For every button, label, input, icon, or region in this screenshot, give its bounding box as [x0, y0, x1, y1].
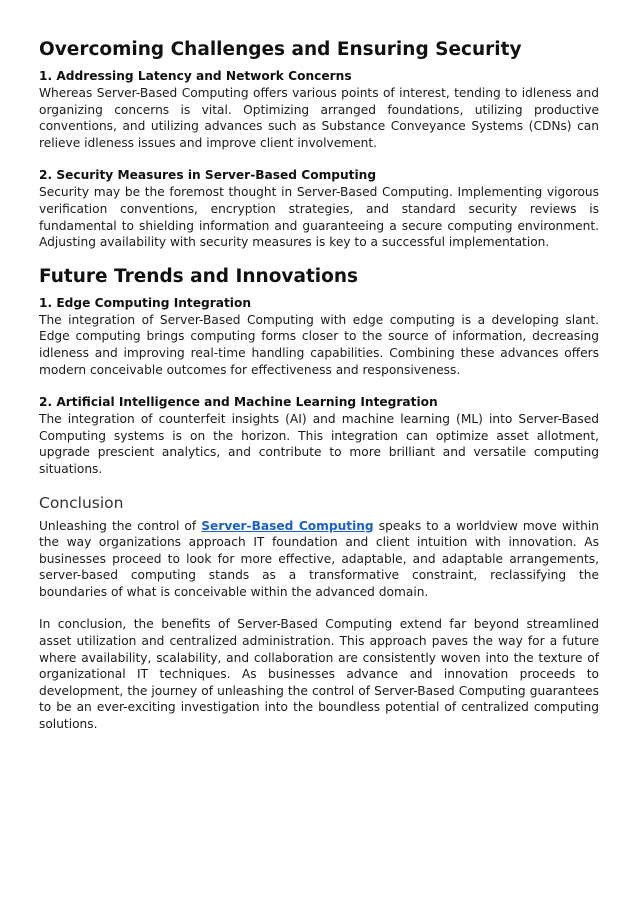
subsection-ai-ml: [39, 394, 599, 477]
subsection-body-latency: Whereas Server-Based Computing offers various points of interest, tending to idleness and organizing concerns is vital. Optimizing arranged foundations, utilizing productive conventions, and utilizing advances such as Substance Conveyance Systems (CDNs) can relieve idleness issues and improve client involvement.: [39, 86, 599, 150]
conclusion-text-1-start: Unleashing the control of: [39, 518, 202, 533]
subsection-latency: [39, 68, 599, 151]
subsection-heading-security: 2. Security Measures in Server-Based Computing: [39, 168, 377, 183]
section-title-conclusion: Conclusion: [39, 493, 124, 512]
section-title-future-trends: Future Trends and Innovations: [39, 265, 359, 287]
conclusion-paragraph-1: [39, 518, 599, 601]
subsection-body-ai-ml: The integration of counterfeit insights (AI) and machine learning (ML) into Server-Based Computing systems is on the horizon. This integration can optimize asset allotment, upgrade prescient analytics, and contribute to more brilliant and versatile computing situations.: [39, 412, 599, 476]
conclusion-text-1-end: speaks to a worldview move within the way organizations approach IT foundation and client intuition with innovation. As businesses proceed to look for more effective, adaptable, and adaptable arrangements, server-based computing stands as a transformative constraint, reclassifying the boundaries of what is conceivable within the advanced domain.: [39, 518, 599, 599]
subsection-heading-edge-computing: 1. Edge Computing Integration: [39, 295, 252, 310]
server-based-computing-link[interactable]: Server-Based Computing: [201, 518, 374, 533]
conclusion-text-1: [39, 518, 599, 601]
subsection-body-security: Security may be the foremost thought in Server-Based Computing. Implementing vigorous verification conventions, encryption strategies, and standard security reviews is fundamental to shielding information and guaranteeing a secure computing environment. Adjusting availability with security measures is key to a successful implementation.: [39, 185, 599, 250]
section-title-challenges: Overcoming Challenges and Ensuring Security: [39, 39, 522, 60]
conclusion-text-2: In conclusion, the benefits of Server-Based Computing extend far beyond streamlined asset utilization and centralized administration. This approach paves the way for a future where availability, scalability, and collaboration are consistently woven into the texture of organizational IT techniques. As businesses advance and innovation proceeds to development, the journey of unleashing the control of Server-Based Computing guarantees to be an ever-exciting investigation into the boundless potential of centralized computing solutions.: [39, 617, 599, 732]
conclusion-paragraph-2: [39, 616, 599, 732]
subsection-heading-latency: 1. Addressing Latency and Network Concerns: [39, 69, 352, 83]
subsection-heading-ai-ml: 2. Artificial Intelligence and Machine Learning Integration: [39, 395, 438, 410]
subsection-security: [39, 167, 599, 250]
subsection-body-edge-computing: The integration of Server-Based Computing with edge computing is a developing slant. Edge computing brings computing forms closer to the source of information, decreasing idleness and improving real-time handling capabilities. Combining these advances offers modern conceivable outcomes for effectiveness and responsiveness.: [39, 312, 599, 377]
subsection-edge-computing: [39, 295, 599, 378]
